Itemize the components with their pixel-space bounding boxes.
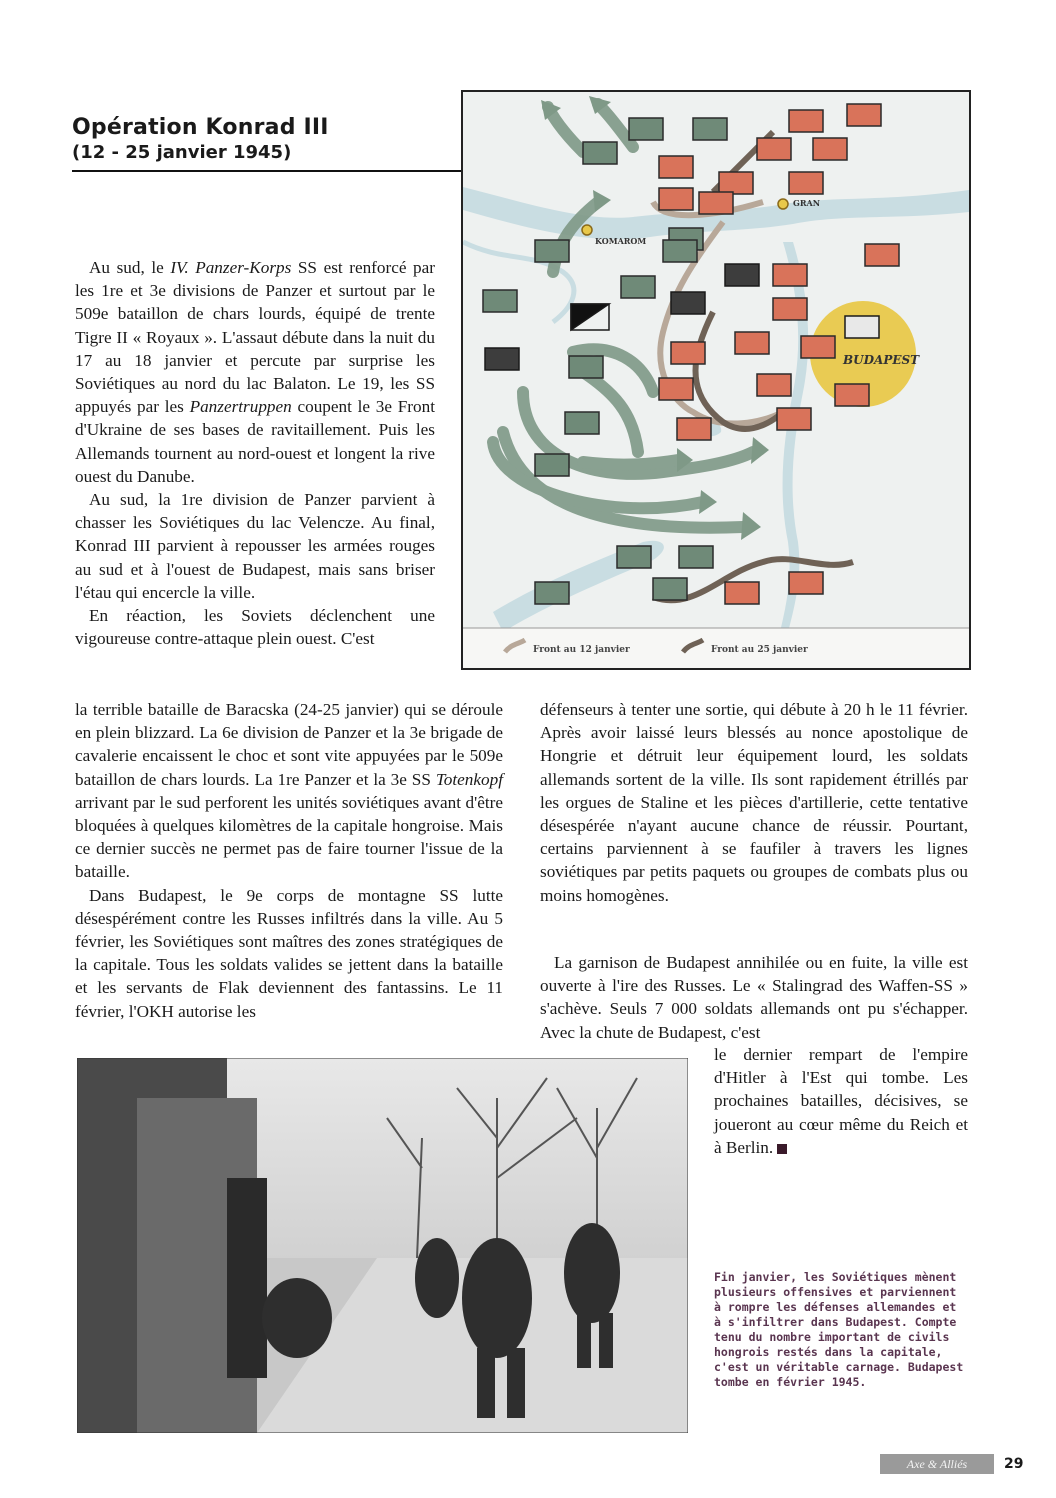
soviet-unit: [671, 342, 705, 364]
arrowhead-3: [593, 190, 611, 212]
soviet-unit: [777, 408, 811, 430]
german-unit: [617, 546, 651, 568]
german-unit: [569, 356, 603, 378]
german-unit: [535, 582, 569, 604]
soviet-unit: [835, 384, 869, 406]
soviet-unit: [719, 172, 753, 194]
german-unit: [679, 546, 713, 568]
gran-marker: [778, 199, 788, 209]
legend-label-12-jan: Front au 12 janvier: [533, 645, 630, 655]
soviet-unit: [659, 378, 693, 400]
german-unit: [483, 290, 517, 312]
german-unit: [583, 142, 617, 164]
paragraph: défenseurs à tenter une sortie, qui débute à 20 h le 11 février. Après avoir laissé leurs blessés au nonce apostolique de Hongrie et détruit leur équipement lourd, les soldats allemands sortent de la ville. Ils sont rapidement étrillés par les orgues de Staline et les pièces d'artillerie, cette tentative désespérée n'ayant aucune chance de réussir. Pourtant, certains parviennent à se faufiler à travers les lignes soviétiques par petits paquets ou groupes de combats plus ou moins homogènes.: [540, 700, 968, 905]
paragraph: la terrible bataille de Baracska (24-25 janvier) qui se déroule en plein blizzard. La 6e division de Panzer et la 3e brigade de cavalerie encaissent le choc et sont vite appuyées par le 509e bataillon de chars lourds. La 1re Panzer et la 3e SS Totenkopf arrivant par le sud perforent les unités soviétiques avant d'être bloquées à quelques kilomètres de la capitale hongroise. Mais ce dernier succès ne permet pas de faire tourner l'issue de la bataille.: [75, 700, 503, 882]
article-title-block: [72, 115, 462, 163]
soldier-running-2: [564, 1223, 620, 1323]
soviet-unit: [789, 172, 823, 194]
paragraph: En réaction, les Soviets déclenchent une vigoureuse contre-attaque plein ouest. C'est: [75, 606, 435, 649]
german-unit: [663, 240, 697, 262]
german-unit: [535, 240, 569, 262]
title-rule: [72, 170, 464, 172]
photo-caption: Fin janvier, les Soviétiques mènent plusieurs offensives et parviennent à rompre les défenses allemandes et à s'infiltrer dans Budapest. Compte tenu du nombre important de civils hongrois restés dans la capitale, c'est un véritable carnage. Budapest tombe en février 1945.: [714, 1270, 964, 1389]
arrowhead-4: [751, 437, 769, 464]
soviet-unit: [699, 192, 733, 214]
komarom-label: KOMAROM: [595, 236, 647, 246]
arrow-east-2: [583, 460, 678, 465]
magazine-name-tag: Axe & Alliés: [880, 1454, 994, 1474]
photo-svg: [77, 1058, 688, 1433]
text-column-right-top: [540, 698, 968, 907]
text-column-left-bottom: [75, 698, 503, 1023]
soviet-unit: [725, 582, 759, 604]
german-armor-unit: [485, 348, 519, 370]
budapest-label: BUDAPEST: [843, 353, 920, 367]
legend-label-25-jan: Front au 25 janvier: [711, 645, 808, 655]
arrowhead-5: [741, 512, 761, 540]
soviet-unit: [735, 332, 769, 354]
soviet-unit: [773, 298, 807, 320]
german-unit: [565, 412, 599, 434]
gran-label: GRAN: [793, 198, 820, 208]
german-unit: [621, 276, 655, 298]
soviet-unit: [865, 244, 899, 266]
soviet-unit: [659, 188, 693, 210]
budapest-garrison: [845, 316, 879, 338]
soviet-unit: [659, 156, 693, 178]
german-armor-corps: [571, 304, 609, 330]
map-svg: [463, 92, 969, 668]
text-column-right-bottom: [714, 1043, 968, 1159]
text-column-right-middle: [540, 951, 968, 1044]
paragraph: Au sud, la 1re division de Panzer parvient à chasser les Soviétiques du lac Velencze. Au final, Konrad III parvient à repousser les armées rouges au sud et à l'ouest de Budapest, mais sans briser l'étau qui encercle la ville.: [75, 490, 435, 602]
text-column-left-top: [75, 256, 435, 650]
soldier-crouching: [262, 1278, 332, 1358]
german-unit: [693, 118, 727, 140]
end-of-article-mark: [777, 1144, 787, 1154]
soviet-unit: [677, 418, 711, 440]
paragraph: La garnison de Budapest annihilée ou en fuite, la ville est ouverte à l'ire des Russes. Le « Stalingrad des Waffen-SS » s'achève. Seuls 7 000 soldats allemands ont pu s'échapper. Avec la chute de Budapest, c'est: [540, 953, 968, 1042]
soviet-unit: [801, 336, 835, 358]
article-subtitle: (12 - 25 janvier 1945): [72, 142, 292, 163]
arrowhead-7: [699, 490, 717, 514]
soviet-unit: [847, 104, 881, 126]
soviet-unit: [757, 138, 791, 160]
soviet-unit: [757, 374, 791, 396]
soldier-background: [415, 1238, 459, 1318]
soviet-unit: [773, 264, 807, 286]
soviet-unit: [789, 572, 823, 594]
soviet-unit: [813, 138, 847, 160]
paragraph: le dernier rempart de l'empire d'Hitler à l'Est qui tombe. Les prochaines batailles, décisives, se joueront au cœur même du Reich et à Berlin.: [714, 1045, 968, 1157]
german-armor-unit: [671, 292, 705, 314]
german-armor-unit: [725, 264, 759, 286]
operation-map: [461, 90, 971, 670]
page-number: 29: [1004, 1456, 1024, 1472]
paragraph: Dans Budapest, le 9e corps de montagne SS lutte désespérément contre les Russes infiltrés dans la ville. Au 5 février, les Soviétiques sont maîtres des zones stratégiques de la capitale. Tous les soldats valides se jettent dans la bataille et les servants de Flak deviennent des fantassins. Le 11 février, l'OKH autorise les: [75, 885, 503, 1021]
article-title: Opération Konrad III: [72, 115, 329, 140]
soldier-running-1: [462, 1238, 532, 1358]
german-unit: [629, 118, 663, 140]
german-unit: [653, 578, 687, 600]
photo-doorway: [227, 1178, 267, 1378]
komarom-marker: [582, 225, 592, 235]
german-unit: [535, 454, 569, 476]
street-fighting-photo: [77, 1058, 688, 1433]
arrow-north-west-2: [598, 104, 633, 147]
paragraph: Au sud, le IV. Panzer-Korps SS est renforcé par les 1re et 3e divisions de Panzer et surtout par le 509e bataillon de chars lourds, équipé de trente Tigre II « Royaux ». L'assaut débute dans la nuit du 17 au 18 janvier et percute par surprise les Soviétiques au nord du lac Balaton. Le 19, les SS appuyés par les Panzertruppen coupent le 3e Front d'Ukraine de ses bases de ravitaillement. Puis les Allemands tournent au nord-ouest et longent la rive ouest du Danube.: [75, 258, 435, 486]
soviet-unit: [789, 110, 823, 132]
